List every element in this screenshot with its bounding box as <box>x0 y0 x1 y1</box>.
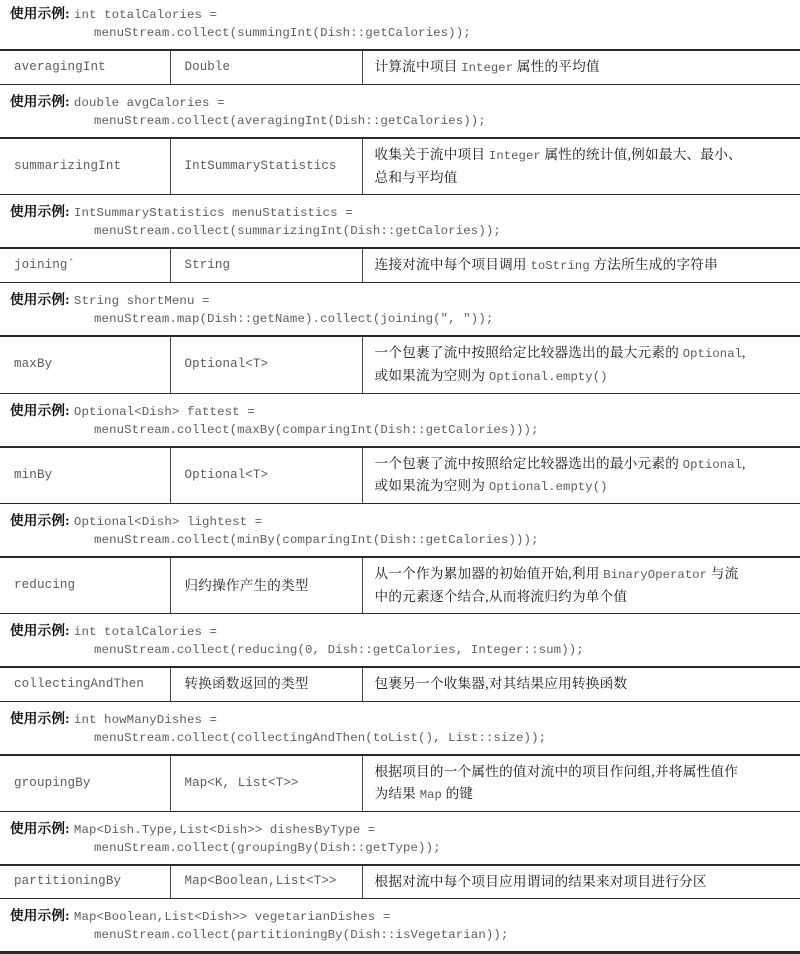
example-block <box>10 509 800 550</box>
example-cell <box>0 898 800 952</box>
description-line <box>375 761 793 783</box>
description-line <box>375 871 793 893</box>
example-row <box>0 504 800 558</box>
collector-name-cell: minBy <box>0 447 170 504</box>
description-line <box>375 783 793 806</box>
example-label: 使用示例: <box>10 203 70 219</box>
example-first-line <box>10 200 800 223</box>
return-type-cell: String <box>170 248 362 282</box>
return-type-cell: Optional<T> <box>170 447 362 504</box>
description-line <box>375 56 793 79</box>
example-label: 使用示例: <box>10 6 70 21</box>
return-type-cell: Optional<T> <box>170 336 362 393</box>
example-code-line-1: int totalCalories = <box>73 8 218 22</box>
inline-code: Integer <box>461 61 514 76</box>
example-block <box>10 904 800 945</box>
example-code-line-2: menuStream.collect(minBy(comparingInt(Dish::getCalories))); <box>94 533 539 548</box>
collector-name-cell: maxBy <box>0 336 170 393</box>
table-row <box>0 447 800 504</box>
inline-text: 收集关于流中项目 <box>374 147 489 163</box>
return-type-cell: IntSummaryStatistics <box>170 138 362 194</box>
example-block <box>10 619 800 660</box>
inline-code: Optional <box>682 347 743 361</box>
example-row <box>0 701 800 755</box>
example-cell <box>0 811 800 865</box>
description-cell <box>362 138 800 194</box>
example-row <box>0 393 800 447</box>
description-cell <box>362 336 800 393</box>
inline-text: , <box>742 345 746 360</box>
inline-text: 从一个作为累加器的初始值开始,利用 <box>374 566 604 582</box>
example-cell <box>0 282 800 336</box>
example-row <box>0 811 800 865</box>
example-label: 使用示例: <box>10 513 70 529</box>
description-cell <box>362 865 800 899</box>
inline-text: 包裹另一个收集器,对其结果应用转换函数 <box>374 676 628 692</box>
description-cell <box>362 248 800 282</box>
description-cell <box>362 755 800 811</box>
table-row <box>0 50 800 84</box>
example-code-line-2: menuStream.collect(groupingBy(Dish::getType)); <box>94 840 441 855</box>
inline-text: 总和与平均值 <box>374 169 458 185</box>
example-first-line <box>10 817 800 840</box>
example-row <box>0 194 800 248</box>
description-line <box>375 365 793 388</box>
example-code-line-1: Optional<Dish> lightest = <box>73 515 263 530</box>
example-first-line <box>10 90 800 113</box>
table-row <box>0 248 800 282</box>
inline-text: 方法所生成的字符串 <box>589 257 718 273</box>
description-line <box>375 586 793 608</box>
example-code-line-1: int howManyDishes = <box>73 712 218 727</box>
example-block <box>10 707 800 748</box>
inline-text: 中的元素逐个结合,从而将流归约为单个值 <box>374 589 628 605</box>
example-label: 使用示例: <box>10 907 70 923</box>
description-line <box>375 342 793 365</box>
example-cell <box>0 0 800 50</box>
description-line <box>375 673 793 695</box>
inline-code: toString <box>530 259 590 274</box>
example-code-line-1: Map<Boolean,List<Dish>> vegetarianDishes = <box>73 909 391 924</box>
table-row <box>0 755 800 811</box>
example-block <box>10 2 800 43</box>
example-code-line-1: Map<Dish.Type,List<Dish>> dishesByType = <box>73 822 376 837</box>
inline-text: 一个包裹了流中按照给定比较器选出的最大元素的 <box>374 345 683 360</box>
example-row <box>0 84 800 138</box>
collector-name-cell: partitioningBy <box>0 865 170 899</box>
table-row <box>0 667 800 701</box>
example-cell <box>0 393 800 447</box>
example-block <box>10 288 800 329</box>
example-block <box>10 90 800 131</box>
description-line <box>375 475 793 498</box>
example-first-line <box>10 288 800 311</box>
example-label: 使用示例: <box>10 402 70 418</box>
description-line <box>375 167 793 189</box>
inline-code: Map <box>419 787 442 802</box>
table-row <box>0 557 800 613</box>
inline-code: Optional.empty() <box>488 369 608 384</box>
example-cell <box>0 84 800 138</box>
example-label: 使用示例: <box>10 93 70 109</box>
example-code-line-2: menuStream.collect(reducing(0, Dish::getCalories, Integer::sum)); <box>94 643 584 658</box>
collector-name-cell: collectingAndThen <box>0 667 170 701</box>
inline-text: 连接对流中每个项目调用 <box>374 257 531 273</box>
inline-code: Optional <box>682 457 743 472</box>
collector-name-cell: joining` <box>0 248 170 282</box>
example-code-line-2: menuStream.collect(partitioningBy(Dish::isVegetarian)); <box>94 927 509 942</box>
inline-text: 属性的统计值,例如最大、最小、 <box>540 147 742 163</box>
collector-name-cell: reducing <box>0 557 170 613</box>
example-first-line <box>10 904 800 927</box>
return-type-cell: Double <box>170 50 362 84</box>
example-code-line-2: menuStream.collect(maxBy(comparingInt(Dish::getCalories))); <box>94 422 539 437</box>
return-type-cell: Map<Boolean,List<T>> <box>170 865 362 899</box>
inline-text: 或如果流为空则为 <box>374 478 489 494</box>
example-code-line-1: Optional<Dish> fattest = <box>73 404 255 419</box>
inline-text: 属性的平均值 <box>513 59 600 75</box>
description-cell <box>362 50 800 84</box>
example-row <box>0 0 800 50</box>
return-type-cell: 转换函数返回的类型 <box>170 667 362 701</box>
example-row <box>0 614 800 668</box>
inline-text: 为结果 <box>374 785 420 801</box>
example-cell <box>0 701 800 755</box>
collector-name-cell: summarizingInt <box>0 138 170 194</box>
description-line <box>375 254 793 277</box>
example-block <box>10 399 800 440</box>
example-code-line-2: menuStream.collect(collectingAndThen(toList(), List::size)); <box>94 730 547 745</box>
description-cell <box>362 447 800 504</box>
table-row <box>0 138 800 194</box>
example-code-line-2: menuStream.collect(summingInt(Dish::getCalories)); <box>94 26 471 41</box>
description-line <box>375 563 793 586</box>
example-code-line-2: menuStream.collect(averagingInt(Dish::getCalories)); <box>94 114 486 129</box>
inline-text: 或如果流为空则为 <box>374 367 489 383</box>
inline-text: , <box>742 455 746 471</box>
example-code-line-1: IntSummaryStatistics menuStatistics = <box>73 205 353 220</box>
example-first-line <box>10 2 800 25</box>
table-row <box>0 336 800 393</box>
return-type-cell: 归约操作产生的类型 <box>170 557 362 613</box>
description-line <box>375 453 793 476</box>
description-cell <box>362 557 800 613</box>
example-first-line <box>10 399 800 422</box>
example-first-line <box>10 619 800 642</box>
example-label: 使用示例: <box>10 820 70 836</box>
example-cell <box>0 504 800 558</box>
inline-code: BinaryOperator <box>603 568 708 583</box>
example-label: 使用示例: <box>10 623 70 639</box>
collector-name-cell: groupingBy <box>0 755 170 811</box>
table-row <box>0 865 800 899</box>
example-label: 使用示例: <box>10 291 70 307</box>
description-cell <box>362 667 800 701</box>
description-line <box>375 144 793 167</box>
example-code-line-1: String shortMenu = <box>73 293 210 308</box>
inline-text: 根据项目的一个属性的值对流中的项目作问组,并将属性值作 <box>374 763 739 779</box>
example-label: 使用示例: <box>10 710 70 726</box>
example-block <box>10 817 800 858</box>
example-code-line-2: menuStream.collect(summarizingInt(Dish::getCalories)); <box>94 224 501 239</box>
example-cell <box>0 194 800 248</box>
collector-name-cell: averagingInt <box>0 50 170 84</box>
return-type-cell: Map<K, List<T>> <box>170 755 362 811</box>
example-cell <box>0 614 800 668</box>
example-code-line-1: int totalCalories = <box>73 625 218 640</box>
inline-text: 的键 <box>441 785 474 801</box>
inline-text: 计算流中项目 <box>374 59 462 75</box>
example-row <box>0 282 800 336</box>
inline-code: Integer <box>488 149 541 164</box>
example-code-line-1: double avgCalories = <box>73 95 225 110</box>
example-block <box>10 200 800 241</box>
example-first-line <box>10 707 800 730</box>
example-first-line <box>10 509 800 532</box>
inline-code: Optional.empty() <box>488 480 608 495</box>
example-code-line-2: menuStream.map(Dish::getName).collect(joining(", ")); <box>94 312 494 327</box>
inline-text: 与流 <box>707 566 739 582</box>
inline-text: 根据对流中每个项目应用谓词的结果来对项目进行分区 <box>374 873 707 889</box>
example-row <box>0 898 800 952</box>
inline-text: 一个包裹了流中按照给定比较器选出的最小元素的 <box>374 455 683 471</box>
